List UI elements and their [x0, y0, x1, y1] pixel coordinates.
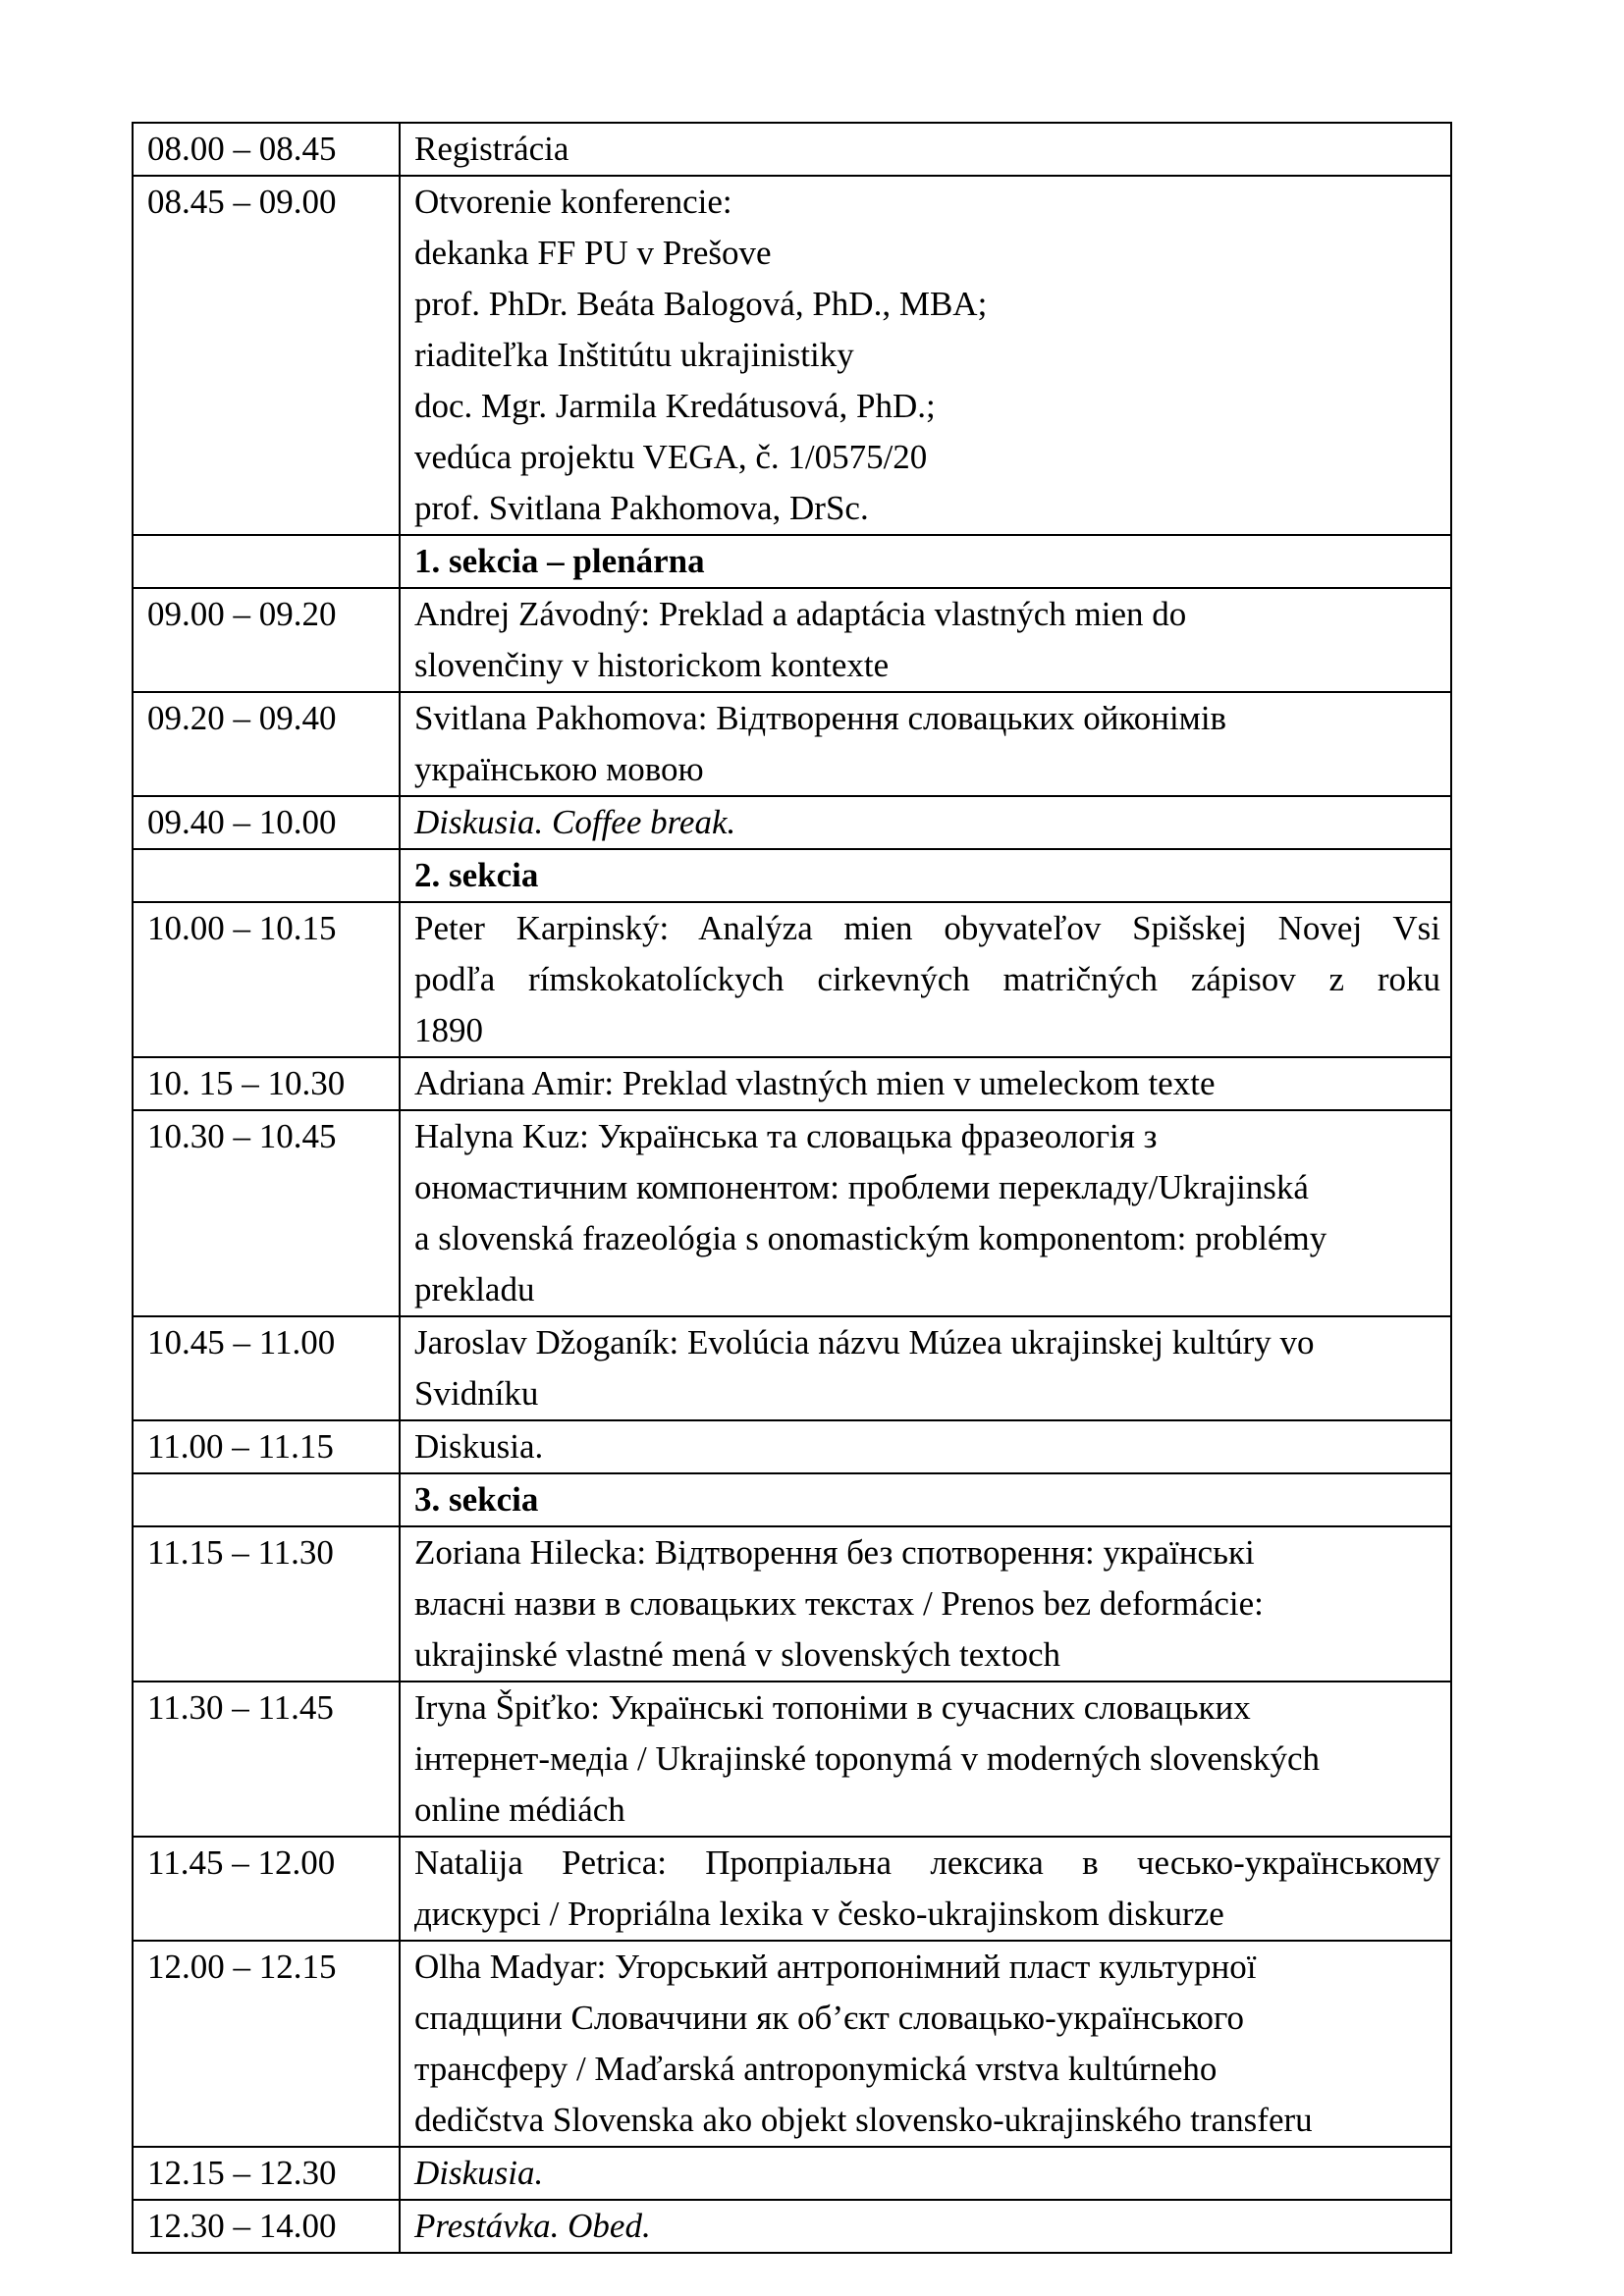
schedule-row — [133, 1837, 1451, 1941]
section-title — [400, 1473, 1451, 1526]
description-line: prof. PhDr. Beáta Balogová, PhD., MBA; — [414, 285, 988, 323]
description-line: Diskusia. — [414, 1427, 544, 1466]
time-slot: 08.00 – 08.45 — [133, 123, 400, 176]
schedule-row — [133, 123, 1451, 176]
session-description — [400, 2200, 1451, 2253]
description-line: Svitlana Pakhomova: Відтворення словацьких ойконімів — [414, 699, 1227, 737]
description-line: Zoriana Hilecka: Відтворення без спотворення: українські — [414, 1533, 1255, 1572]
description-line: Olha Madyar: Угорський антропонімний пласт культурної — [414, 1948, 1257, 1986]
session-description — [400, 588, 1451, 692]
description-line: 1. sekcia – plenárna — [414, 542, 705, 580]
description-line: riaditeľka Inštitútu ukrajinistiky — [414, 336, 854, 374]
time-slot — [133, 535, 400, 588]
description-line: dedičstva Slovenska ako objekt slovensko-ukrajinského transferu — [414, 2101, 1313, 2139]
time-slot: 11.15 – 11.30 — [133, 1526, 400, 1682]
section-title — [400, 535, 1451, 588]
section-header-row — [133, 1473, 1451, 1526]
schedule-row — [133, 1941, 1451, 2147]
time-slot: 12.00 – 12.15 — [133, 1941, 400, 2147]
time-slot: 10.45 – 11.00 — [133, 1316, 400, 1420]
schedule-row — [133, 902, 1451, 1057]
description-line: 2. sekcia — [414, 856, 539, 894]
session-description — [400, 1526, 1451, 1682]
session-description — [400, 1682, 1451, 1837]
time-slot: 10.30 – 10.45 — [133, 1110, 400, 1316]
time-slot: 11.30 – 11.45 — [133, 1682, 400, 1837]
schedule-row — [133, 588, 1451, 692]
description-line: dekanka FF PU v Prešove — [414, 234, 772, 272]
session-description — [400, 1941, 1451, 2147]
session-description — [400, 902, 1451, 1057]
description-line: Otvorenie konferencie: — [414, 183, 732, 221]
session-description — [400, 692, 1451, 796]
time-slot — [133, 1473, 400, 1526]
schedule-row — [133, 1316, 1451, 1420]
description-line: prof. Svitlana Pakhomova, DrSc. — [414, 489, 869, 527]
session-description — [400, 1420, 1451, 1473]
description-line: vedúca projektu VEGA, č. 1/0575/20 — [414, 438, 928, 476]
description-line: a slovenská frazeológia s onomastickým komponentom: problémy — [414, 1219, 1327, 1257]
description-line: Peter Karpinský: Analýza mien obyvateľov Spišskej Novej Vsi — [414, 909, 1440, 947]
description-line: prekladu — [414, 1270, 535, 1308]
session-description — [400, 1110, 1451, 1316]
section-header-row — [133, 849, 1451, 902]
session-description — [400, 796, 1451, 849]
session-description — [400, 1316, 1451, 1420]
description-line: doc. Mgr. Jarmila Kredátusová, PhD.; — [414, 387, 936, 425]
time-slot: 12.30 – 14.00 — [133, 2200, 400, 2253]
description-line: українською мовою — [414, 750, 704, 788]
description-line: Registrácia — [414, 130, 569, 168]
description-line: Iryna Špiťko: Українські топоніми в сучасних словацьких — [414, 1688, 1251, 1727]
time-slot: 11.45 – 12.00 — [133, 1837, 400, 1941]
schedule-row — [133, 1682, 1451, 1837]
description-line: ukrajinské vlastné mená v slovenských textoch — [414, 1635, 1061, 1674]
section-title — [400, 849, 1451, 902]
session-description — [400, 1057, 1451, 1110]
description-line: Adriana Amir: Preklad vlastných mien v umeleckom texte — [414, 1064, 1216, 1102]
description-line: Andrej Závodný: Preklad a adaptácia vlastných mien do — [414, 595, 1187, 633]
schedule-row — [133, 176, 1451, 535]
session-description — [400, 1837, 1451, 1941]
time-slot: 12.15 – 12.30 — [133, 2147, 400, 2200]
time-slot: 10. 15 – 10.30 — [133, 1057, 400, 1110]
description-line: podľa rímskokatolíckych cirkevných matričných zápisov z roku — [414, 960, 1440, 998]
description-line: slovenčiny v historickom kontexte — [414, 646, 890, 684]
description-line: власні назви в словацьких текстах / Prenos bez deformácie: — [414, 1584, 1264, 1623]
session-description — [400, 176, 1451, 535]
description-line: Natalija Petrica: Пропріальна лексика в чесько-українському — [414, 1843, 1440, 1882]
time-slot: 09.40 – 10.00 — [133, 796, 400, 849]
description-line: Halyna Kuz: Українська та словацька фразеологія з — [414, 1117, 1158, 1155]
program-body — [133, 123, 1451, 2253]
description-line: трансферу / Maďarská antroponymická vrstva kultúrneho — [414, 2050, 1218, 2088]
description-line: Diskusia. — [414, 2154, 544, 2192]
program-table — [132, 122, 1452, 2254]
description-line: спадщини Словаччини як об’єкт словацько-українського — [414, 1999, 1244, 2037]
description-line: Svidníku — [414, 1374, 539, 1413]
time-slot: 11.00 – 11.15 — [133, 1420, 400, 1473]
description-line: 3. sekcia — [414, 1480, 539, 1519]
schedule-row — [133, 2147, 1451, 2200]
description-line: 1890 — [414, 1011, 483, 1049]
schedule-row — [133, 692, 1451, 796]
description-line: online médiách — [414, 1790, 625, 1829]
description-line: Diskusia. Coffee break. — [414, 803, 736, 841]
description-line: ономастичним компонентом: проблеми перекладу/Ukrajinská — [414, 1168, 1309, 1206]
description-line: Prestávka. Obed. — [414, 2207, 651, 2245]
session-description — [400, 2147, 1451, 2200]
section-header-row — [133, 535, 1451, 588]
description-line: Jaroslav Džoganík: Evolúcia názvu Múzea ukrajinskej kultúry vo — [414, 1323, 1315, 1362]
time-slot: 10.00 – 10.15 — [133, 902, 400, 1057]
schedule-row — [133, 1110, 1451, 1316]
time-slot: 08.45 – 09.00 — [133, 176, 400, 535]
time-slot: 09.00 – 09.20 — [133, 588, 400, 692]
schedule-row — [133, 2200, 1451, 2253]
schedule-row — [133, 796, 1451, 849]
time-slot — [133, 849, 400, 902]
schedule-row — [133, 1057, 1451, 1110]
schedule-row — [133, 1420, 1451, 1473]
session-description — [400, 123, 1451, 176]
schedule-row — [133, 1526, 1451, 1682]
description-line: дискурсі / Propriálna lexika v česko-ukrajinskom diskurze — [414, 1895, 1224, 1933]
time-slot: 09.20 – 09.40 — [133, 692, 400, 796]
description-line: інтернет-медіа / Ukrajinské toponymá v moderných slovenských — [414, 1739, 1321, 1778]
